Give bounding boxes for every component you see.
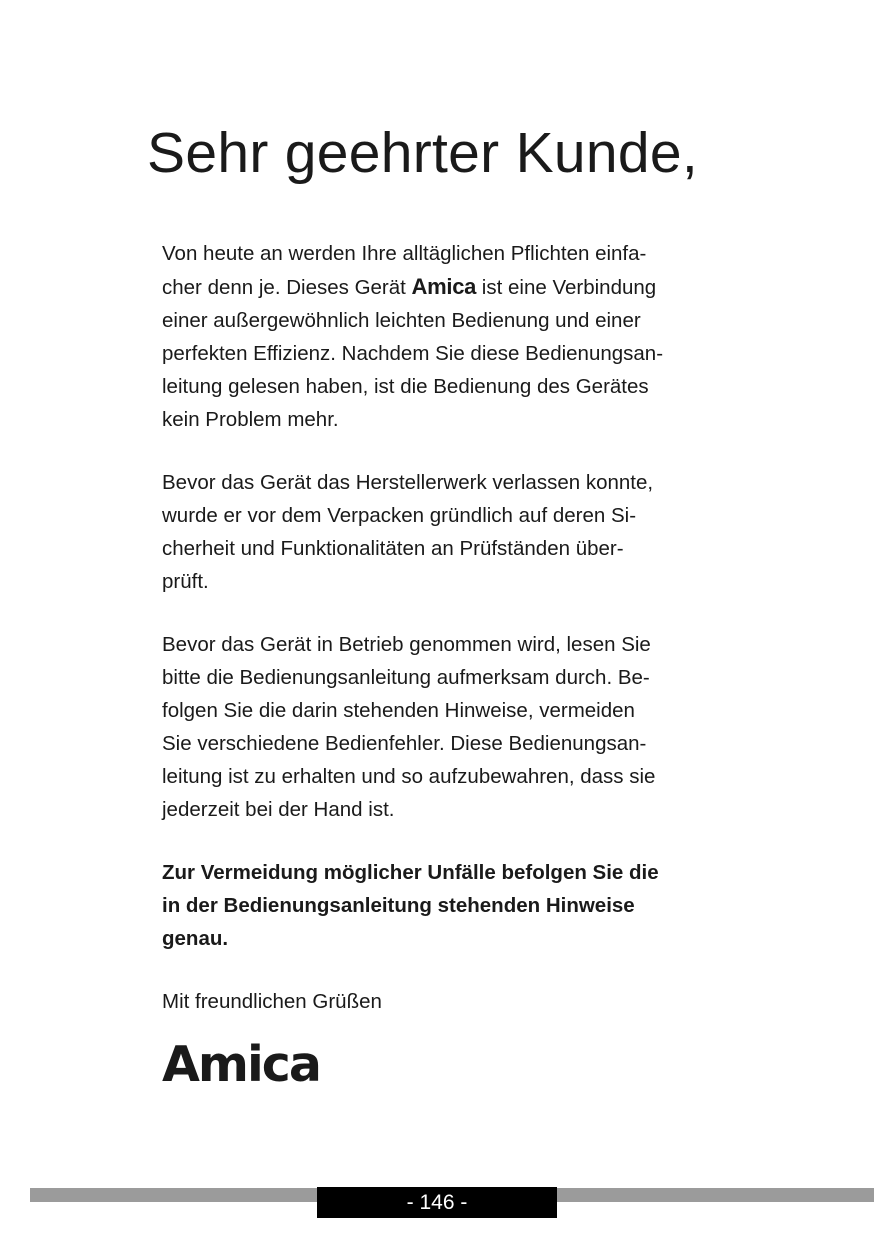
warning-line-3: genau. — [162, 927, 229, 950]
usage-line-1: Bevor das Gerät in Betrieb genommen wird, lesen Sie — [162, 633, 651, 656]
usage-line-3: folgen Sie die darin stehenden Hinweise, vermeiden — [162, 699, 635, 722]
warning-line-1: Zur Vermeidung möglicher Unfälle befolgen Sie die — [162, 861, 659, 884]
usage-line-5: leitung ist zu erhalten und so aufzubewahren, dass sie — [162, 765, 656, 788]
factory-line-2: wurde er vor dem Verpacken gründlich auf deren Si- — [162, 504, 637, 527]
page-number: - 146 - — [317, 1187, 557, 1218]
factory-check-paragraph — [162, 466, 722, 598]
usage-line-2: bitte die Bedienungsanleitung aufmerksam durch. Be- — [162, 666, 650, 689]
usage-note-paragraph — [162, 628, 722, 826]
intro-line-1: Von heute an werden Ihre alltäglichen Pflichten einfa- — [162, 242, 647, 265]
warning-paragraph — [162, 856, 722, 955]
inline-brand-name: Amica — [411, 274, 477, 299]
intro-line-2: cher denn je. Dieses Gerät — [162, 276, 412, 299]
intro-paragraph — [162, 237, 722, 436]
intro-line-2-tail: ist eine Verbindung — [476, 276, 657, 299]
intro-line-3: einer außergewöhnlich leichten Bedienung und einer — [162, 309, 641, 332]
warning-line-2: in der Bedienungsanleitung stehenden Hinweise — [162, 894, 635, 917]
factory-line-4: prüft. — [162, 570, 209, 593]
intro-line-6: kein Problem mehr. — [162, 408, 339, 431]
usage-line-6: jederzeit bei der Hand ist. — [162, 798, 395, 821]
closing-salutation: Mit freundlichen Grüßen — [162, 990, 382, 1013]
intro-line-4: perfekten Effizienz. Nachdem Sie diese Bedienungsan- — [162, 342, 664, 365]
amica-logo: Amica — [162, 1036, 320, 1093]
intro-line-5: leitung gelesen haben, ist die Bedienung des Gerätes — [162, 375, 649, 398]
letter-body — [162, 237, 722, 1018]
factory-line-3: cherheit und Funktionalitäten an Prüfständen über- — [162, 537, 624, 560]
factory-line-1: Bevor das Gerät das Herstellerwerk verlassen konnte, — [162, 471, 654, 494]
page-title: Sehr geehrter Kunde, — [147, 121, 699, 185]
usage-line-4: Sie verschiedene Bedienfehler. Diese Bedienungsan- — [162, 732, 647, 755]
